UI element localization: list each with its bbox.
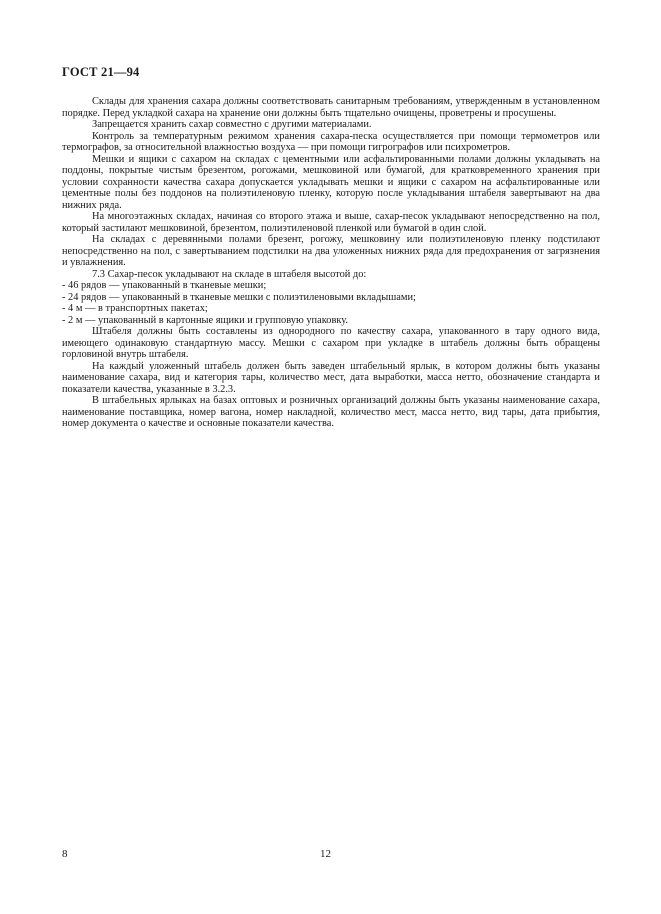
paragraph: На многоэтажных складах, начиная со второго этажа и выше, сахар-песок укладывают непосредственно на пол, который застилают мешковиной, брезентом, полиэтиленовой пленкой или бумагой в один слой. xyxy=(62,211,600,234)
document-header: ГОСТ 21—94 xyxy=(62,65,140,79)
document-body xyxy=(62,96,600,430)
list-item: - 2 м — упакованный в картонные ящики и групповую упаковку. xyxy=(62,314,348,326)
paragraph: Склады для хранения сахара должны соответствовать санитарным требованиям, утвержденным в установленном порядке. Перед укладкой сахара на хранение они должны быть тщательно очищены, проветрены и просушены. xyxy=(62,96,600,119)
paragraph: На складах с деревянными полами брезент, рогожу, мешковину или полиэтиленовую пленку подстилают непосредственно на пол, с завертыванием подстилки на два уложенных нижних ряда для предохранения от загрязнения и увлажнения. xyxy=(62,234,600,268)
section-7-3-paragraph: 7.3 Сахар-песок укладывают на складе в штабеля высотой до: xyxy=(92,268,367,280)
paragraph: В штабельных ярлыках на базах оптовых и розничных организаций должны быть указаны наименование сахара, наименование поставщика, номер вагона, номер накладной, количество мест, масса нетто, вид тары, дата прибытия, номер документа о качестве и основные показатели качества. xyxy=(62,395,600,429)
page-number-left: 8 xyxy=(62,848,68,860)
page-number-center: 12 xyxy=(320,848,331,860)
list-item: - 4 м — в транспортных пакетах; xyxy=(62,303,208,314)
paragraph: Контроль за температурным режимом хранения сахара-песка осуществляется при помощи термометров или термографов, за относительной влажностью воздуха — при помощи гигрографов или психрометров. xyxy=(62,130,600,153)
paragraph: Мешки и ящики с сахаром на складах с цементными или асфальтированными полами должны укладывать на поддоны, покрытые чистым брезентом, рогожами, мешковиной или бумагой, для кратковременного хранения при условии сохранности качества сахара допускается укладывать мешки и ящики с сахаром на асфальтированные или цементные полы без поддонов на полиэтиленовую пленку, которую после укладывания штабеля завертывают на два нижних ряда. xyxy=(62,153,600,211)
paragraph: Запрещается хранить сахар совместно с другими материалами. xyxy=(92,119,372,130)
paragraph: На каждый уложенный штабель должен быть заведен штабельный ярлык, в котором должны быть указаны наименование сахара, вид и категория тары, количество мест, дата выработки, масса нетто, обозначение стандарта и показатели качества, указанные в 3.2.3. xyxy=(62,360,600,395)
list-item: - 24 рядов — упакованный в тканевые мешки с полиэтиленовыми вкладышами; xyxy=(62,291,416,303)
paragraph: Штабеля должны быть составлены из однородного по качеству сахара, упакованного в тару одного вида, имеющего одинаковую стандартную массу. Мешки с сахаром при укладке в штабель должны быть обращены горловиной внутрь штабеля. xyxy=(62,326,600,360)
list-item: - 46 рядов — упакованный в тканевые мешки; xyxy=(62,280,267,291)
